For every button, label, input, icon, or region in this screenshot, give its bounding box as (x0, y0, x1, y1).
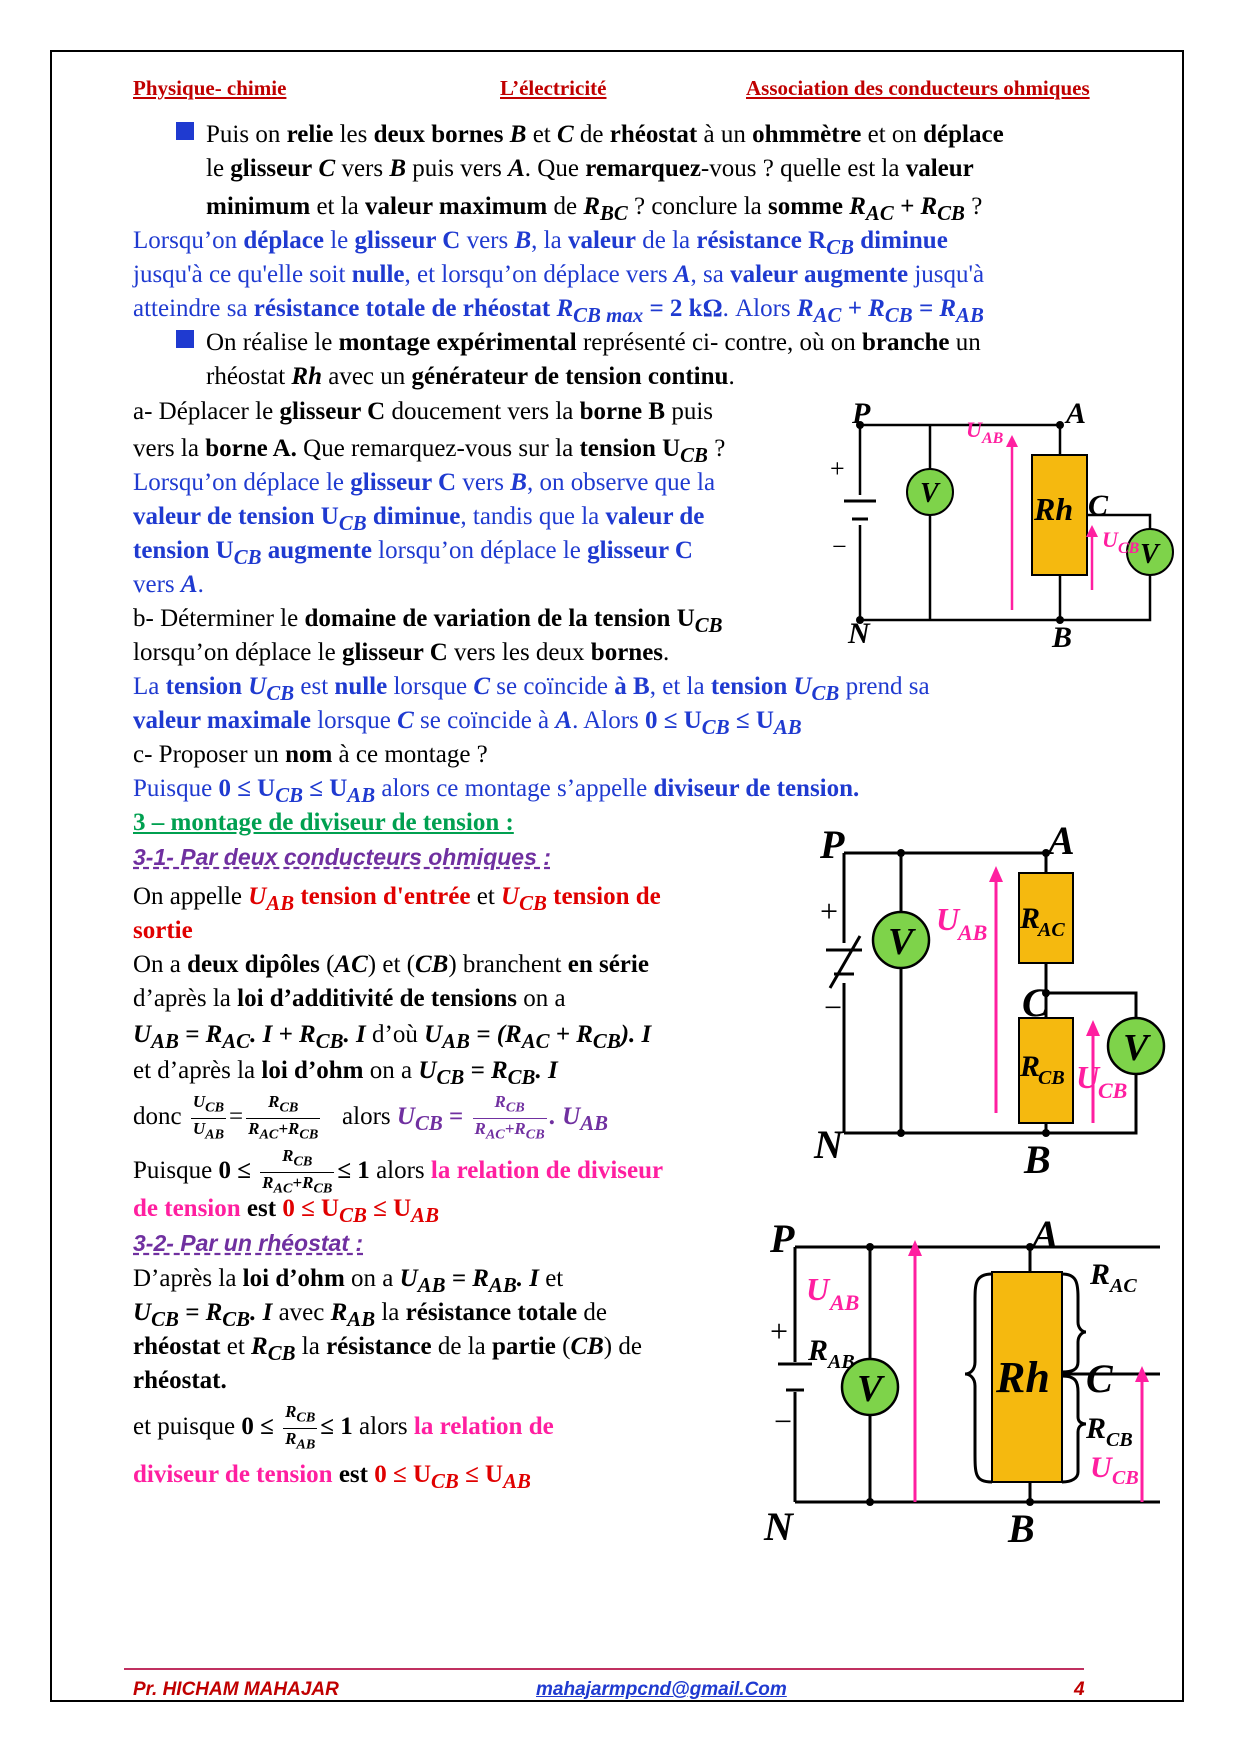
svg-text:P: P (852, 397, 871, 430)
svg-text:AB: AB (828, 1351, 855, 1373)
svg-text:U: U (936, 901, 960, 937)
svg-text:C: C (1088, 489, 1109, 522)
svg-text:A: A (1048, 818, 1075, 863)
section-3-2-title: 3-2- Par un rhéostat : (133, 1230, 364, 1256)
bullet-1-line-3: minimum et la valeur maximum de $R_{BC}$ ? conclure la somme $R_{AC} + R_{CB}$ ? (206, 193, 983, 225)
s31-line-5: $U_{AB} = R_{AC}$. $I + R_{CB}$. I d’où $U_{AB} = (R_{AC} + R_{CB})$. I (133, 1021, 652, 1053)
section-3-title: 3 – montage de diviseur de tension : (133, 809, 514, 836)
svg-text:Rh: Rh (996, 1353, 1050, 1402)
svg-text:V: V (1140, 539, 1159, 570)
footer-rule (124, 1668, 1084, 1670)
svg-text:P: P (820, 822, 845, 867)
circuit-diagram-2 (806, 818, 1186, 1180)
question-c: c- Proposer un nom à ce montage ? (133, 741, 488, 768)
svg-text:A: A (1032, 1212, 1059, 1257)
svg-text:U: U (1102, 527, 1118, 552)
svg-text:C: C (1086, 1356, 1113, 1401)
bullet-1-line-2: le glisseur C vers B puis vers A. Que remarquez-vous ? quelle est la valeur (206, 155, 974, 182)
bullet-2-line-1: On réalise le montage expérimental représenté ci- contre, où on branche un (176, 326, 981, 360)
answer-b-line-1: La tension $U_{CB}$ est nulle lorsque C se coïncide à B, et la tension $U_{CB}$ prend sa (133, 673, 930, 705)
answer-c: Puisque $0 \le U_{CB} \le U_{AB}$ alors ce montage s’appelle diviseur de tension. (133, 775, 860, 807)
header-chapter: L’électricité (500, 76, 607, 100)
svg-text:CB: CB (1118, 540, 1140, 557)
answer-a-line-3: tension $U_{CB}$ augmente lorsqu’on déplace le glisseur C (133, 537, 693, 569)
svg-text:+: + (830, 454, 845, 483)
bullet-1-line-1: Puis on relie les deux bornes B et C de rhéostat à un ohmmètre et on déplace (176, 118, 1004, 152)
bullet-square-icon (176, 330, 194, 348)
header-subject: Physique- chimie (133, 76, 287, 100)
svg-text:AC: AC (1110, 1275, 1137, 1297)
s31-line-7: donc $\frac{U_{CB}}{U_{AB}}$ = $\frac{R_{CB}}{R_{AC}+R_{CB}}$ alors $U_{CB}$ = $\frac{R_{CB}}{R_{AC}+R_{CB}}$ . $U_{AB}$ (133, 1092, 609, 1143)
svg-text:AB: AB (830, 1290, 860, 1315)
svg-text:N: N (814, 1122, 843, 1167)
answer-a-line-2: valeur de tension $U_{CB}$ diminue, tandis que la valeur de (133, 503, 705, 535)
question-b-line-2: lorsqu’on déplace le glisseur C vers les deux bornes. (133, 639, 670, 666)
header-lesson: Association des conducteurs ohmiques (746, 76, 1090, 100)
svg-text:R: R (1020, 902, 1041, 935)
s31-line-6: et d’après la loi d’ohm on a $U_{CB} = R_{CB}$. I (133, 1057, 558, 1089)
svg-text:V: V (888, 921, 914, 963)
bullet-2-line-2: rhéostat Rh avec un générateur de tension continu. (206, 363, 735, 390)
svg-text:−: − (774, 1403, 793, 1439)
svg-text:Rh: Rh (1034, 491, 1074, 527)
svg-text:R: R (1086, 1412, 1107, 1445)
fraction-ucb-uab: $\frac{U_{CB}}{U_{AB}}$ (192, 1092, 225, 1143)
answer-a-line-1: Lorsqu’on déplace le glisseur C vers B, on observe que la (133, 469, 716, 496)
question-a-line-2: vers la borne A. Que remarquez-vous sur la tension $U_{CB}$ ? (133, 435, 726, 467)
svg-text:AB: AB (958, 920, 988, 945)
section-3-1-title: 3-1- Par deux conducteurs ohmiques : (133, 844, 551, 870)
answer-1-line-1: Lorsqu’on déplace le glisseur C vers B, la valeur de la résistance $R_{CB}$ diminue (133, 227, 948, 259)
svg-text:AC: AC (1038, 919, 1065, 941)
svg-text:+: + (770, 1313, 789, 1349)
svg-text:V: V (857, 1368, 883, 1410)
footer-author: Pr. HICHAM MAHAJAR (133, 1679, 339, 1700)
bullet-square-icon (176, 122, 194, 140)
svg-text:CB: CB (1038, 1067, 1065, 1089)
svg-text:B: B (1052, 621, 1073, 650)
fraction-rcb-sum: $\frac{R_{CB}}{R_{AC}+R_{CB}}$ (248, 1092, 319, 1143)
svg-text:B: B (1024, 1137, 1051, 1180)
svg-text:U: U (806, 1271, 830, 1307)
s32-line-2: $U_{CB} = R_{CB}$. I avec $R_{AB}$ la résistance totale de (133, 1299, 607, 1331)
s31-line-3: On a deux dipôles (AC) et (CB) branchent en série (133, 951, 649, 978)
s31-line-4: d’après la loi d’additivité de tensions on a (133, 985, 566, 1012)
svg-text:R: R (1090, 1258, 1111, 1291)
question-b-line-1: b- Déterminer le domaine de variation de la tension $U_{CB}$ (133, 605, 723, 637)
svg-text:CB: CB (1112, 1467, 1139, 1489)
svg-text:U: U (1076, 1059, 1100, 1095)
svg-text:−: − (824, 989, 843, 1025)
s32-line-6: diviseur de tension est $0 \le U_{CB} \le U_{AB}$ (133, 1461, 531, 1493)
page-number: 4 (1074, 1679, 1085, 1700)
circuit-diagram-3 (760, 1212, 1180, 1552)
fraction-rcb-sum-3: $\frac{R_{CB}}{R_{AC}+R_{CB}}$ (262, 1146, 333, 1197)
s31-line-1: On appelle $U_{AB}$ tension d'entrée et $U_{CB}$ tension de (133, 883, 661, 915)
circuit-diagram-1 (830, 395, 1180, 650)
answer-1-line-2: jusqu'à ce qu'elle soit nulle, et lorsqu’on déplace vers A, sa valeur augmente jusqu'à (133, 261, 985, 288)
svg-text:N: N (764, 1504, 793, 1549)
svg-text:AB: AB (982, 430, 1004, 447)
fraction-rcb-rab: $\frac{R_{CB}}{R_{AB}}$ (285, 1402, 316, 1453)
svg-text:V: V (1123, 1027, 1149, 1069)
svg-text:U: U (966, 417, 982, 442)
svg-text:C: C (1022, 980, 1049, 1025)
s32-line-4: rhéostat. (133, 1367, 227, 1394)
svg-text:CB: CB (1106, 1429, 1133, 1451)
svg-text:R: R (808, 1334, 829, 1367)
svg-text:R: R (1020, 1050, 1041, 1083)
s32-line-3: rhéostat et $R_{CB}$ la résistance de la partie (CB) de (133, 1333, 642, 1365)
svg-text:B: B (1008, 1506, 1035, 1551)
s32-line-1: D’après la loi d’ohm on a $U_{AB} = R_{AB}$. I et (133, 1265, 564, 1297)
fraction-rcb-sum-2: $\frac{R_{CB}}{R_{AC}+R_{CB}}$ (474, 1092, 545, 1143)
svg-text:N: N (848, 617, 870, 650)
answer-1-line-3: atteindre sa résistance totale de rhéostat $R_{CB max} = 2$ kΩ. Alors $R_{AC} + R_{CB} = R_{AB}$ (133, 295, 984, 327)
svg-text:A: A (1066, 397, 1087, 430)
svg-text:CB: CB (1098, 1078, 1128, 1103)
s31-line-8: Puisque 0 ≤ $\frac{R_{CB}}{R_{AC}+R_{CB}}$ ≤ 1 alors la relation de diviseur (133, 1146, 664, 1197)
svg-text:U: U (1090, 1451, 1112, 1484)
svg-text:V: V (920, 478, 939, 509)
s32-line-5: et puisque 0 ≤ $\frac{R_{CB}}{R_{AB}}$ ≤ 1 alors la relation de (133, 1402, 554, 1453)
answer-a-line-4: vers A. (133, 571, 204, 598)
answer-b-line-2: valeur maximale lorsque C se coïncide à A. Alors $0 \le U_{CB} \le U_{AB}$ (133, 707, 802, 739)
svg-text:P: P (770, 1216, 795, 1261)
footer-email-link[interactable]: mahajarmpcnd@gmail.Com (536, 1679, 787, 1700)
question-a-line-1: a- Déplacer le glisseur C doucement vers la borne B puis (133, 398, 713, 425)
svg-text:+: + (820, 893, 839, 929)
s31-line-2: sortie (133, 917, 193, 944)
s31-line-9: de tension est $0 \le U_{CB} \le U_{AB}$ (133, 1195, 439, 1227)
svg-text:−: − (832, 532, 847, 561)
